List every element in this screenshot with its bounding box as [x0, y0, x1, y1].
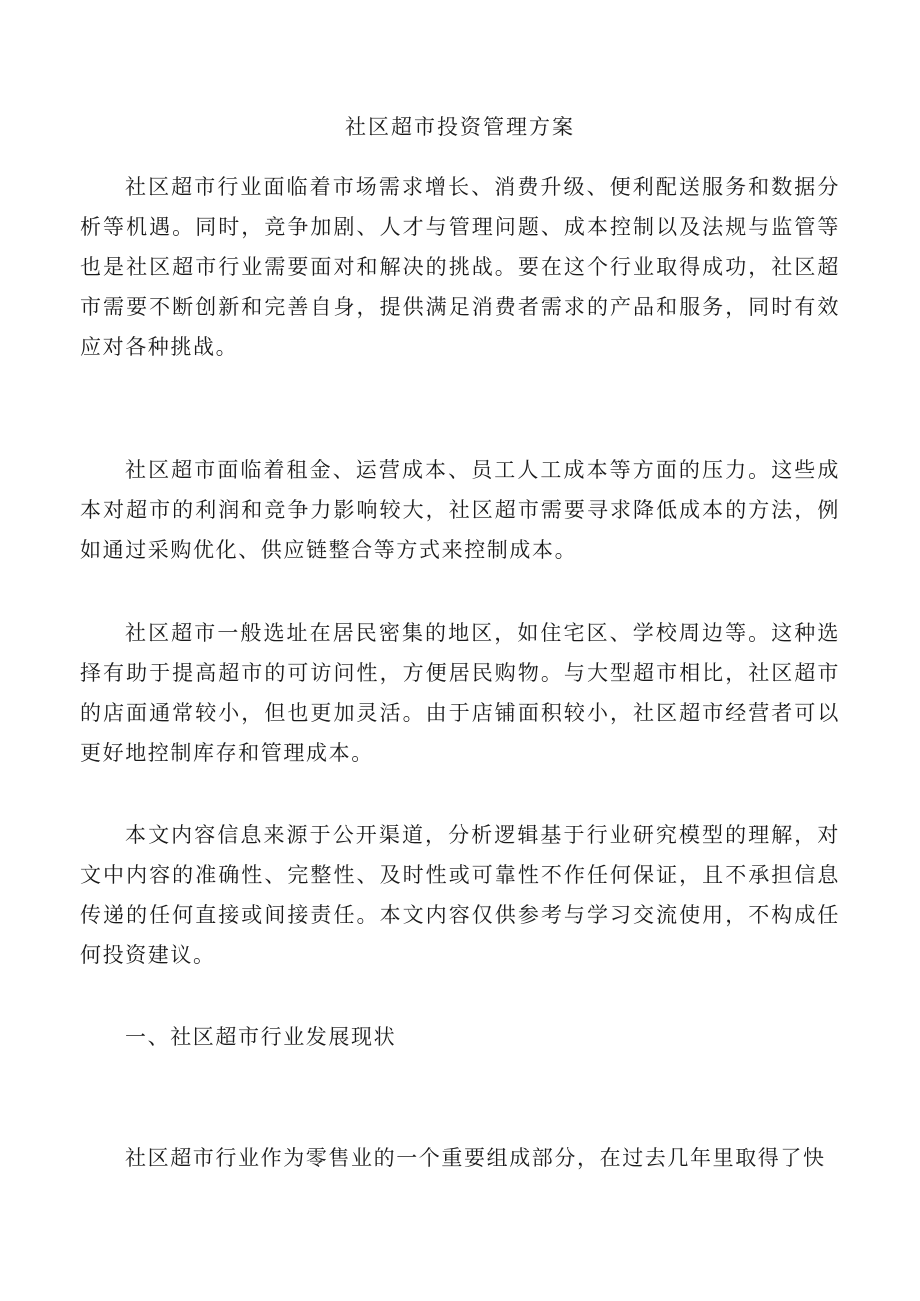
section-paragraph: 社区超市行业作为零售业的一个重要组成部分，在过去几年里取得了快 — [125, 1146, 826, 1170]
document-title: 社区超市投资管理方案 — [345, 115, 575, 139]
section-heading: 一、社区超市行业发展现状 — [125, 1025, 397, 1049]
paragraph-disclaimer: 本文内容信息来源于公开渠道，分析逻辑基于行业研究模型的理解，对文中内容的准确性、完整性、及时性或可靠性不作任何保证，且不承担信息传递的任何直接或间接责任。本文内容仅供参考与学习交流使用，不构成任何投资建议。 — [80, 823, 840, 967]
paragraph-location: 社区超市一般选址在居民密集的地区，如住宅区、学校周边等。这种选择有助于提高超市的可访问性，方便居民购物。与大型超市相比，社区超市的店面通常较小，但也更加灵活。由于店铺面积较小，社区超市经营者可以更好地控制库存和管理成本。 — [80, 621, 840, 765]
paragraph-costs: 社区超市面临着租金、运营成本、员工人工成本等方面的压力。这些成本对超市的利润和竞争力影响较大，社区超市需要寻求降低成本的方法，例如通过采购优化、供应链整合等方式来控制成本。 — [80, 458, 840, 562]
paragraph-opportunities: 社区超市行业面临着市场需求增长、消费升级、便利配送服务和数据分析等机遇。同时，竞争加剧、人才与管理问题、成本控制以及法规与监管等也是社区超市行业需要面对和解决的挑战。要在这个行业取得成功，社区超市需要不断创新和完善自身，提供满足消费者需求的产品和服务，同时有效应对各种挑战。 — [80, 175, 840, 359]
